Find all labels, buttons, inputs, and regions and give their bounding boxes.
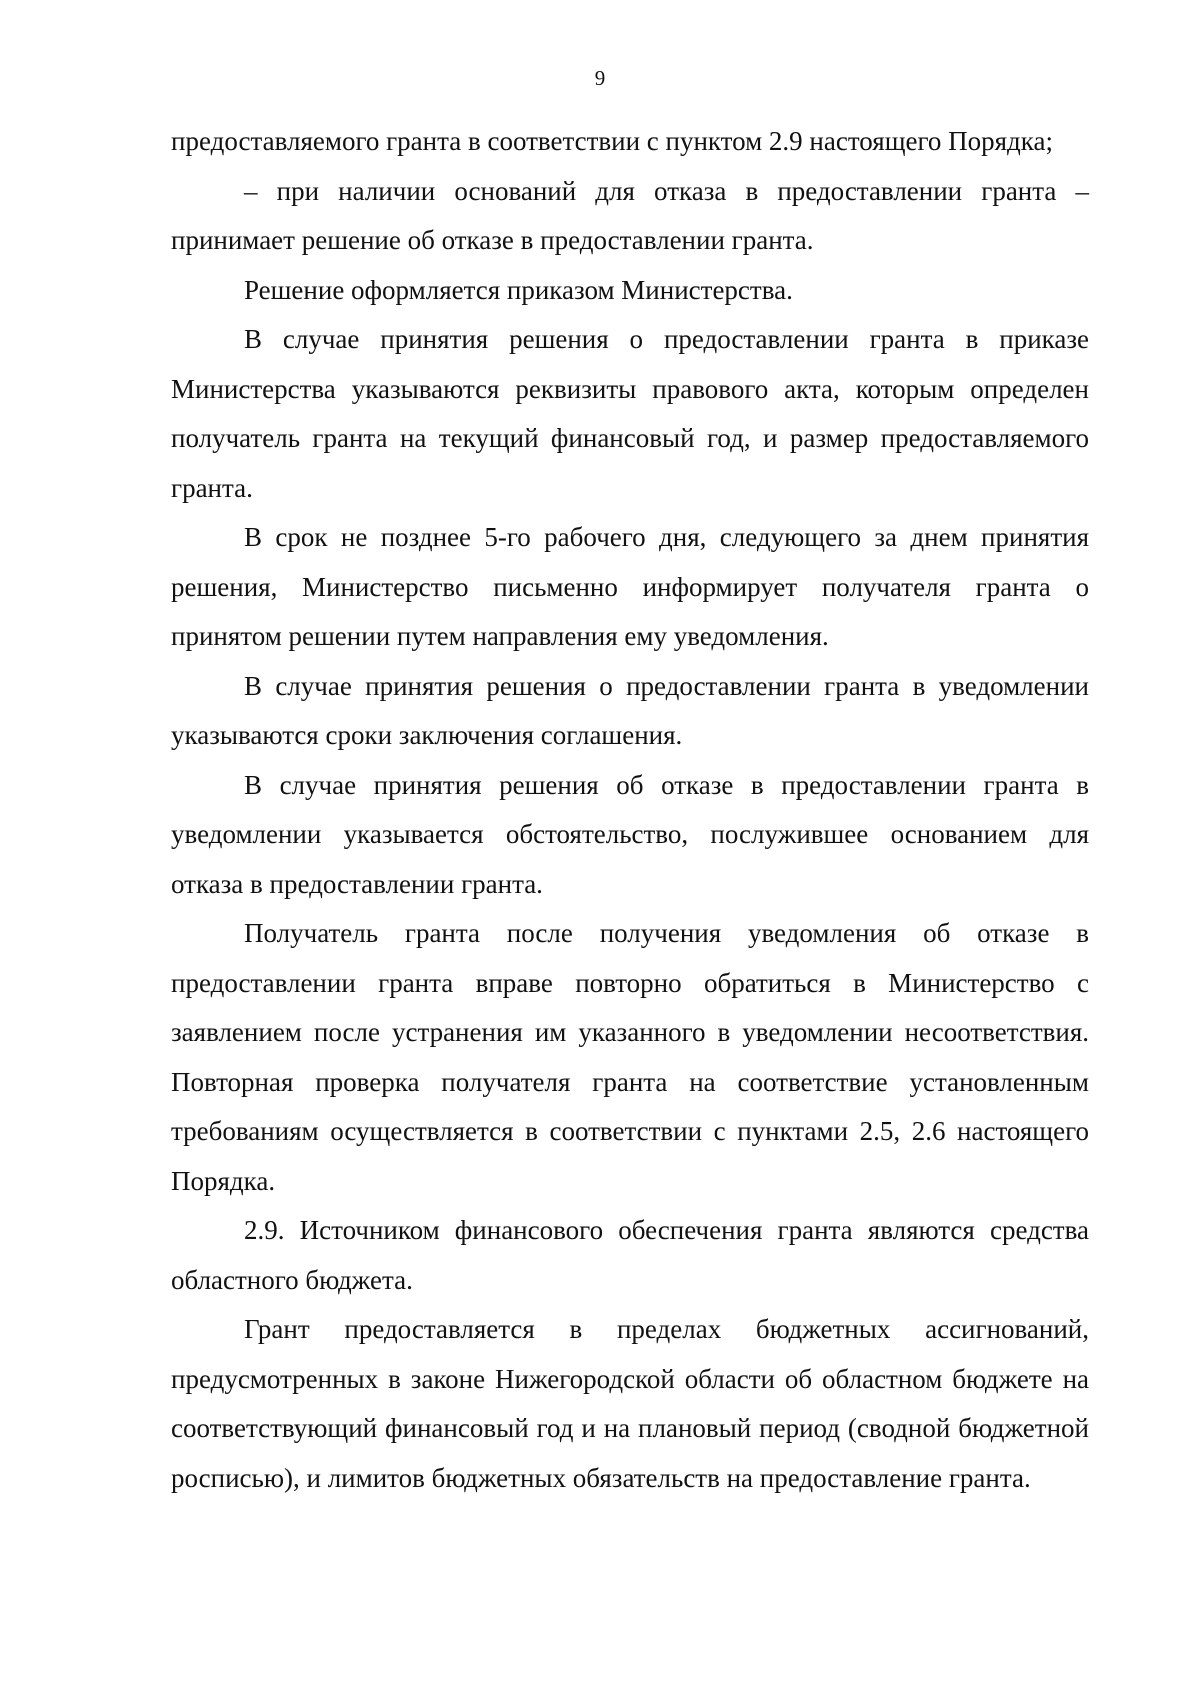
paragraph-refusal-decision: – при наличии оснований для отказа в предоставлении гранта – принимает решение об отказе в предоставлении гранта. [171,175,1089,255]
paragraph-notification-deadline: В срок не позднее 5-го рабочего дня, следующего за днем принятия решения, Министерство письменно информирует получателя гранта о принятом решении путем направления ему уведомления. [171,522,1089,651]
paragraph-continuation: предоставляемого гранта в соответствии с пунктом 2.9 настоящего Порядка; [171,126,1053,156]
paragraph-budget-limits: Грант предоставляется в пределах бюджетных ассигнований, предусмотренных в законе Нижегородской области об областном бюджете на соответствующий финансовый год и на плановый период (сводной бюджетной росписью), и лимитов бюджетных обязательств на предоставление гранта. [171,1314,1089,1493]
paragraph-order-formalization: Решение оформляется приказом Министерства. [244,274,793,305]
document-body [171,117,1089,1503]
paragraph-refusal-reason: В случае принятия решения об отказе в предоставлении гранта в уведомлении указывается обстоятельство, послужившее основанием для отказа в предоставлении гранта. [171,769,1089,899]
paragraph-funding-source: 2.9. Источником финансового обеспечения гранта являются средства областного бюджета. [171,1215,1089,1295]
paragraph-order-details: В случае принятия решения о предоставлении гранта в приказе Министерства указываются реквизиты правового акта, которым определен получатель гранта на текущий финансовый год, и размер предоставляемого гранта. [171,324,1089,503]
paragraph-reapplication: Получатель гранта после получения уведомления об отказе в предоставлении гранта вправе повторно обратиться в Министерство с заявлением после устранения им указанного в уведомлении несоответствия. Повторная проверка получателя гранта на соответствие установленным требованиям осуществляется в соответствии с пунктами 2.5, 2.6 настоящего Порядка. [171,918,1089,1196]
paragraph-agreement-terms: В случае принятия решения о предоставлении гранта в уведомлении указываются сроки заключения соглашения. [171,670,1089,750]
page-number: 9 [594,66,606,90]
